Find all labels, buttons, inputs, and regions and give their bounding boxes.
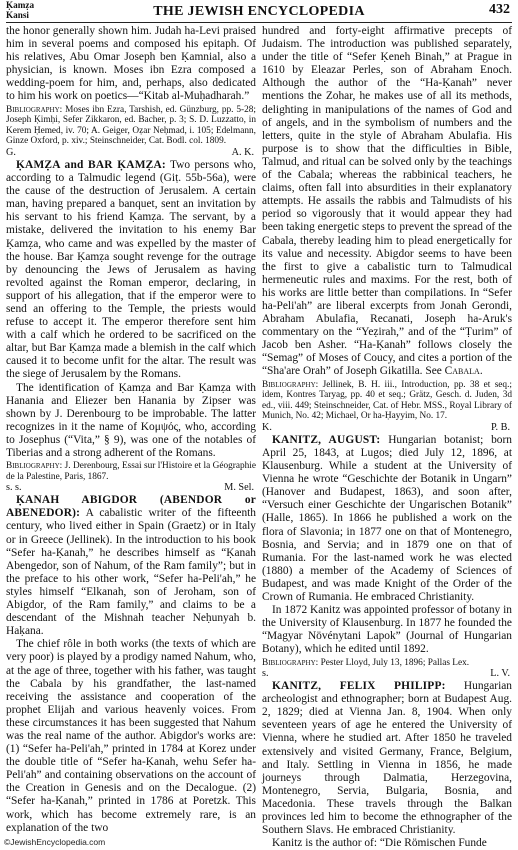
signature-right: A. K. xyxy=(231,146,254,158)
paragraph: The chief rôle in both works (the texts of which are very poor) is played by a prodigy named Nahum, who, at the age of three, together with his father, was taught the Cabala by his grandfather, the last-named receiving the assistance and cooperation of the prophet Elijah and various heavenly voices. From these circumstances it has been suggested that Nahum was the real name of the author. Abigdor's works are: (1) “Sefer ha-Peli'ah,” printed in 1784 at Korez under the double title of “Sefer ha-Ḳanah, wehu Sefer ha-Peli'ah” and containing observations on the account of the Creation in Genesis and on the Decalogue. (2) “Sefer ha-Ḳanah,” printed in 1786 at Poretzk. This work, which has become extremely rare, is an explanation of the two xyxy=(6,638,256,834)
entry-kanitz-felix xyxy=(262,680,512,837)
running-title: THE JEWISH ENCYCLOPEDIA xyxy=(153,4,365,19)
entry-heading: ḲANAH ABIGDOR (ABENDOR or ABENEDOR): xyxy=(6,494,256,520)
signature-right: P. B. xyxy=(491,421,510,433)
paragraph: The identification of Ḳamẓa and Bar Ḳamẓa with Hanania and Eliezer ben Hanania by Zipser was shown by J. Derenbourg to be improbable. The latter recognizes in it the name of Κομψός, who, according to Josephus (“Vita,” § 9), was one of the notables of Tiberias and a strong adherent of the Romans. xyxy=(6,381,256,459)
entry-text: Two persons who, according to a Talmudic legend (Giṭ. 55b-56a), were the cause of the destruction of Jerusalem. A certain man, having prepared a banquet, sent an invitation by his servant to his friend Ḳamẓa. The servant, by a mistake, delivered the invitation to his enemy Bar Ḳamẓa, who came and was expelled by the master of the house. Bar Ḳamẓa sought revenge for the outrage by denouncing the Jews of Jerusalem as having revolted against the Roman emperor, declaring, in support of his allegation, that if the emperor were to send an offering to the Temple, the priests would refuse to accept it. The emperor therefore sent him with a calf which he ordered to be sacrificed on the altar, but Bar Ḳamẓa made a blemish in the calf which caused it to become unfit for the altar. The result was the siege of Jerusalem by the Romans. xyxy=(6,158,256,381)
guide-word-top: Ḳamẓa xyxy=(6,0,35,10)
page-header xyxy=(0,0,518,24)
entry-heading: ḲAMẒA and BAR ḲAMẒA: xyxy=(16,158,166,171)
bibliography xyxy=(262,380,512,422)
signature-line xyxy=(6,147,256,159)
signature-left: s. xyxy=(262,668,269,680)
bibliography xyxy=(262,658,512,669)
signature-line xyxy=(262,668,512,680)
signature-right: M. Sel. xyxy=(224,482,254,494)
paragraph: In 1872 Kanitz was appointed professor of botany in the University of Klausenburg. In 1877 he founded the “Magyar Növénytani Lapok” (Journal of Hungarian Botany), which he edited until 1892. xyxy=(262,604,512,656)
paragraph xyxy=(262,25,512,379)
see-also-link[interactable]: Cabala. xyxy=(444,365,483,378)
signature-left: G. xyxy=(6,146,16,158)
signature-left: s. s. xyxy=(6,482,22,494)
entry-kanitz-august xyxy=(262,434,512,604)
entry-heading: KANITZ, AUGUST: xyxy=(272,433,381,446)
bibliography xyxy=(6,105,256,147)
entry-kamza xyxy=(6,159,256,382)
signature-line xyxy=(262,422,512,434)
signature-left: K. xyxy=(262,421,272,433)
bibliography-label: Bibliography: xyxy=(6,104,63,115)
signature-line xyxy=(6,482,256,494)
left-column xyxy=(6,25,256,835)
bibliography xyxy=(6,461,256,482)
entry-kanah-abigdor xyxy=(6,494,256,638)
bibliography-label: Bibliography: xyxy=(262,657,319,668)
bibliography-text: J. Derenbourg, Essai sur l'Histoire et la Géographie de la Palestine, Paris, 1867. xyxy=(6,461,257,482)
guide-word-bottom: Kansi xyxy=(6,9,29,20)
bibliography-text: Jellinek, B. H. iii., Introduction, pp. 38 et seq.; idem, Kontres Taryag, pp. 40 et seq.; Grätz, Gesch. d. Juden, 3d ed., viii. 449; Steinschneider, Cat. of Hebr. MSS., Royal Library of Munich, No. 42; Michael, Or ha-Ḥayyim, No. 17. xyxy=(262,379,512,422)
entry-text: Hungarian archeologist and ethnographer; born at Budapest Aug. 2, 1829; died at Vienna Jan. 8, 1904. When only seventeen years of age he entered the University of Vienna, where he studied art. After 1850 he traveled extensively and visited Germany, France, Belgium, and Italy. Settling in Vienna in 1856, he made journeys through Dalmatia, Herzegovina, Montenegro, Servia, Bulgaria, Bosnia, and Macedonia. These travels through the Balkan provinces led him to become the ethnographer of the Southern Slavs. He embraced Christianity. xyxy=(262,680,512,837)
entry-heading: KANITZ, FELIX PHILIPP: xyxy=(272,680,446,693)
bibliography-label: Bibliography: xyxy=(6,461,63,472)
watermark: ©JewishEncyclopedia.com xyxy=(4,837,106,847)
entry-text: Hungarian botanist; born April 25, 1843, at Lugos; died July 12, 1896, at Klausenburg. While a student at the University of Vienna he wrote “Geschichte der Botanik in Ungarn” (Hanover and Budapest, 1863), and soon after, “Versuch einer Geschichte der Ungarischen Botanik” (Halle, 1865). In 1866 he published a work on the flora of Slavonia; in 1877 one on that of Montenegro, Bosnia, and Servia; and in 1879 one on that of Rumania. For the last-named work he was elected (1880) a member of the Academy of Sciences of Budapest, and was made Knight of the Order of the Crown of Rumania. He embraced Christianity. xyxy=(262,433,512,604)
header-rule xyxy=(6,22,512,23)
bibliography-text: Moses ibn Ezra, Tarshish, ed. Günzburg, pp. 5-28; Joseph Ḳimḥi, Sefer Zikkaron, ed. Bacher, p. 3; S. D. Luzzatto, in Kerem Ḥemed, iv. 70; A. Geiger, Oẓar Neḥmad, i. 105; Edelmann, Ginze Oxford, p. xiv.; Steinschneider, Cat. Bodl. col. 1809. xyxy=(6,104,257,147)
bibliography-text: Pester Lloyd, July 13, 1896; Pallas Lex. xyxy=(320,657,470,668)
right-column xyxy=(262,25,512,850)
paragraph-text: hundred and forty-eight affirmative precepts of Judaism. The introduction was published separately, under the title of “Sefer Ḳeneh Binah,” at Prague in 1610 by Eleazar Perles, son of Abraham Enoch. Although the author of the “Ha-Ḳanah” never mentions the Zohar, he makes use of all its methods, delighting in manipulations of the names of God and of angels, and in the symbolism of numbers and the letters, quite in the style of Abraham Abulafia. His purpose is to show that the difficulties in Bible, Talmud, and ritual can be solved only by the teachings of the Cabala; whereas the rabbinical teachers, he claims, often fall into absurdities in their explanatory attempts. He assails the rabbis and Talmudists of his period so vigorously that it would appear they had been taking energetic steps to prevent the spread of the Cabala, thereby leading him to plead energetically for its value and necessity. Abigdor seems to have been the first to give a cabalistic turn to Talmudical hermeneutic rules and maxims. For the rest, both of his works are little better than compilations. In “Sefer ha-Peli'ah” are liberal excerpts from Jonah Gerondi, Abraham Abulafia, Recanati, Joseph ha-Aruk's commentary on the “Yeẓirah,” and of the “Ṭurim” of Jacob ben Asher. “Ha-Ḳanah” follows closely the “Semag” of Moses of Coucy, and cites a portion of the “Sha'are Orah” of Joseph Gikatilla. See xyxy=(262,25,512,378)
signature-right: L. V. xyxy=(490,668,510,680)
bibliography-label: Bibliography: xyxy=(262,379,319,390)
page-number: 432 xyxy=(489,2,510,17)
entry-text: A cabalistic writer of the fifteenth century, who lived either in Spain (Graetz) or in Italy or in Greece (Jellinek). In the introduction to his book “Sefer ha-Ḳanah,” he describes himself as “Ḳanah Abengedor, son of Nahum, of the Ram family”; but in the preface to his other work, “Sefer ha-Peli'ah,” he styles himself “Elkanah, son of Jeroham, son of Abigdor, of the Ram family,” and claims to be a descendant of the Mishnah teacher Neḥunyah b. Haḳana. xyxy=(6,507,256,638)
paragraph: the honor generally shown him. Judah ha-Levi praised him in several poems and composed his epitaph. Of his relatives, Abu Omar Joseph ben Ḳamnial, also a physician, is known. Moses ibn Ezra composed a wedding-poem for him, and, perhaps, also dedicated to him his work on poetics—“Kitab al-Muḥadharah.” xyxy=(6,25,256,103)
paragraph: Kanitz is the author of: “Die Römischen Funde xyxy=(272,837,487,850)
